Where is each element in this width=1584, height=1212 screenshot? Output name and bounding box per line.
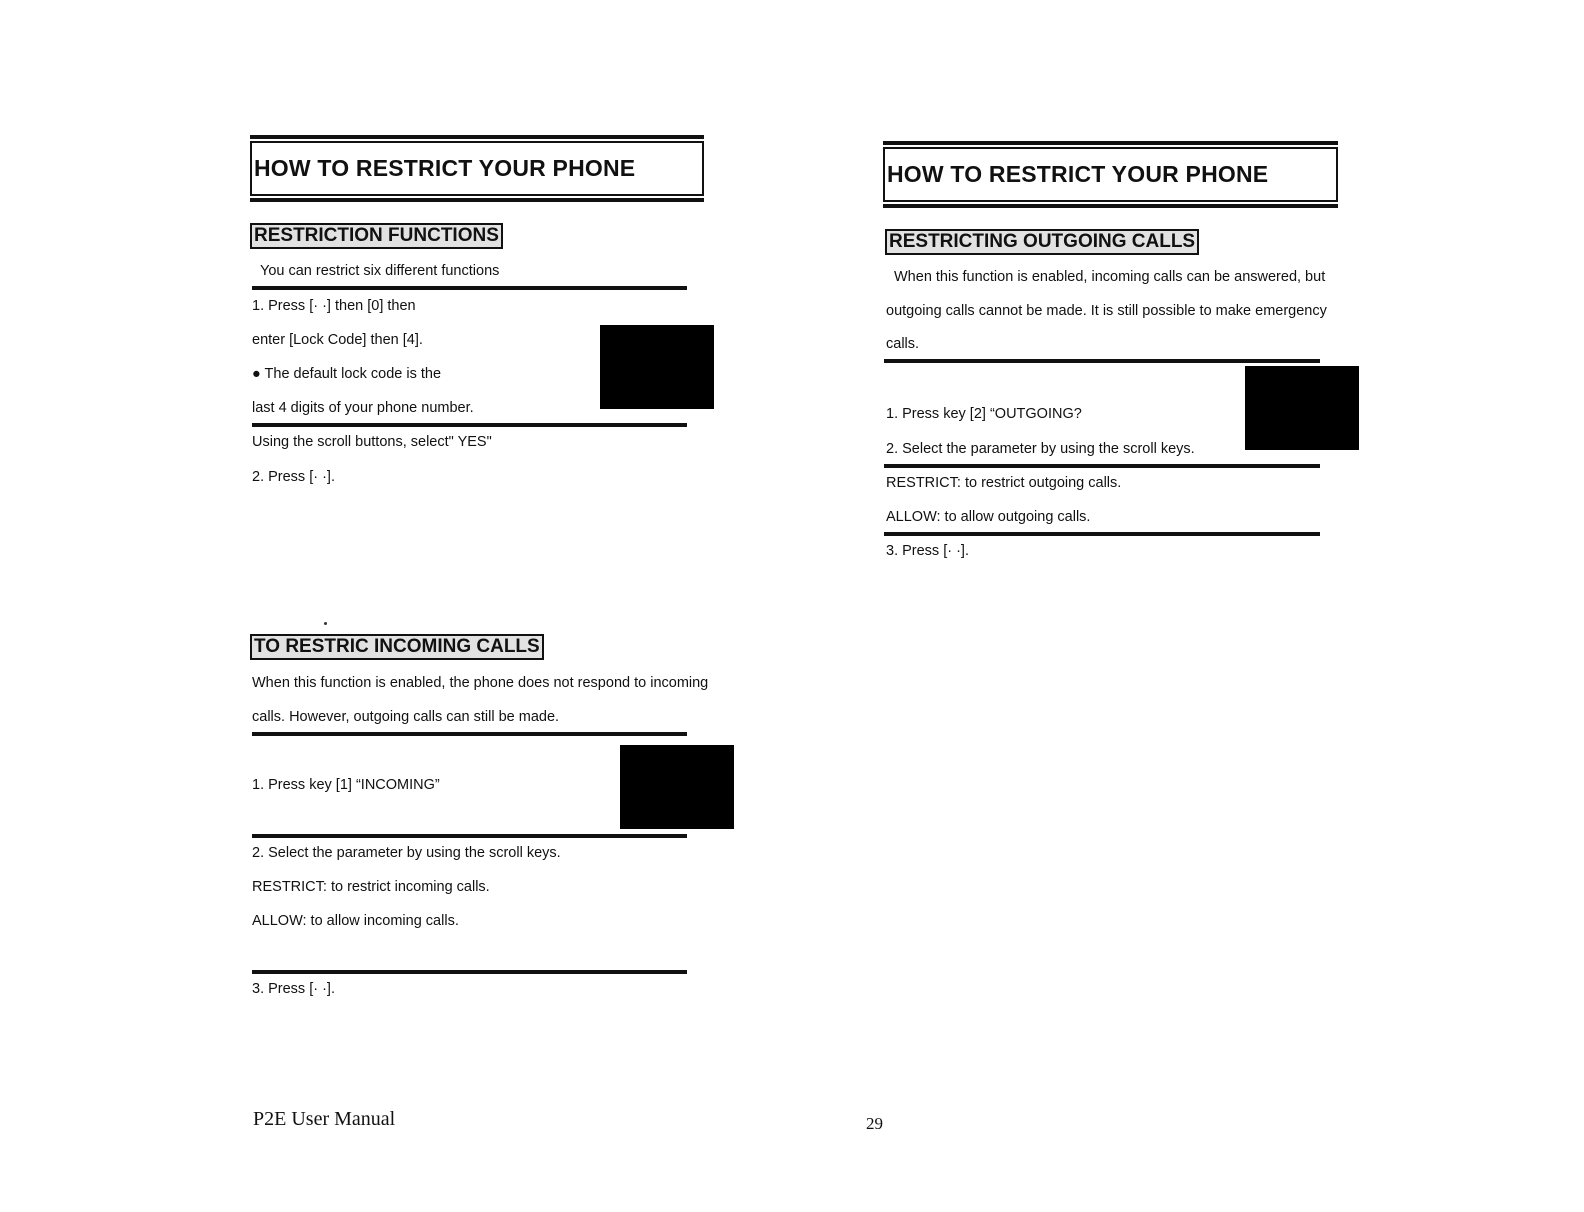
incoming-calls-heading: TO RESTRIC INCOMING CALLS — [250, 634, 544, 660]
default-lock-bullet-cont: last 4 digits of your phone number. — [252, 400, 474, 416]
redacted-phone-image — [1245, 366, 1359, 450]
incoming-step2: 2. Select the parameter by using the scroll keys. — [252, 845, 561, 861]
outgoing-restrict: RESTRICT: to restrict outgoing calls. — [886, 475, 1122, 491]
divider — [884, 532, 1320, 536]
restriction-functions-heading: RESTRICTION FUNCTIONS — [250, 223, 503, 249]
scroll-select-line: Using the scroll buttons, select" YES" — [252, 434, 492, 450]
outgoing-desc-2: outgoing calls cannot be made. It is still possible to make emergency — [886, 303, 1327, 319]
divider — [252, 423, 687, 427]
divider — [252, 970, 687, 974]
restriction-step2: 2. Press [· ·]. — [252, 469, 335, 485]
incoming-desc-1: When this function is enabled, the phone does not respond to incoming — [252, 675, 709, 691]
left-page-title — [250, 141, 704, 196]
redacted-phone-image — [620, 745, 734, 829]
incoming-step1: 1. Press key [1] “INCOMING” — [252, 777, 440, 793]
outgoing-calls-heading: RESTRICTING OUTGOING CALLS — [885, 229, 1199, 255]
left-page-title-text: HOW TO RESTRICT YOUR PHONE — [254, 155, 636, 181]
manual-name: P2E User Manual — [253, 1108, 396, 1130]
restriction-step1a: 1. Press [· ·] then [0] then — [252, 298, 416, 314]
outgoing-desc-1: When this function is enabled, incoming calls can be answered, but — [894, 269, 1326, 285]
divider — [884, 359, 1320, 363]
incoming-allow: ALLOW: to allow incoming calls. — [252, 913, 459, 929]
divider — [884, 464, 1320, 468]
outgoing-desc-3: calls. — [886, 336, 920, 352]
incoming-restrict: RESTRICT: to restrict incoming calls. — [252, 879, 490, 895]
redacted-phone-image — [600, 325, 714, 409]
right-page-title — [883, 147, 1338, 202]
restriction-step1b: enter [Lock Code] then [4]. — [252, 332, 423, 348]
incoming-step3: 3. Press [· ·]. — [252, 981, 335, 997]
stray-mark — [324, 622, 327, 625]
right-page-title-text: HOW TO RESTRICT YOUR PHONE — [887, 161, 1269, 187]
outgoing-allow: ALLOW: to allow outgoing calls. — [886, 509, 1091, 525]
default-lock-bullet: ● The default lock code is the — [252, 366, 442, 382]
page-number: 29 — [866, 1114, 883, 1133]
divider — [252, 732, 687, 736]
outgoing-step3: 3. Press [· ·]. — [886, 543, 969, 559]
divider — [252, 286, 687, 290]
outgoing-step2: 2. Select the parameter by using the scroll keys. — [886, 441, 1195, 457]
divider — [252, 834, 687, 838]
incoming-desc-2: calls. However, outgoing calls can still be made. — [252, 709, 560, 725]
outgoing-step1: 1. Press key [2] “OUTGOING? — [886, 406, 1082, 422]
restriction-intro: You can restrict six different functions — [260, 263, 500, 279]
